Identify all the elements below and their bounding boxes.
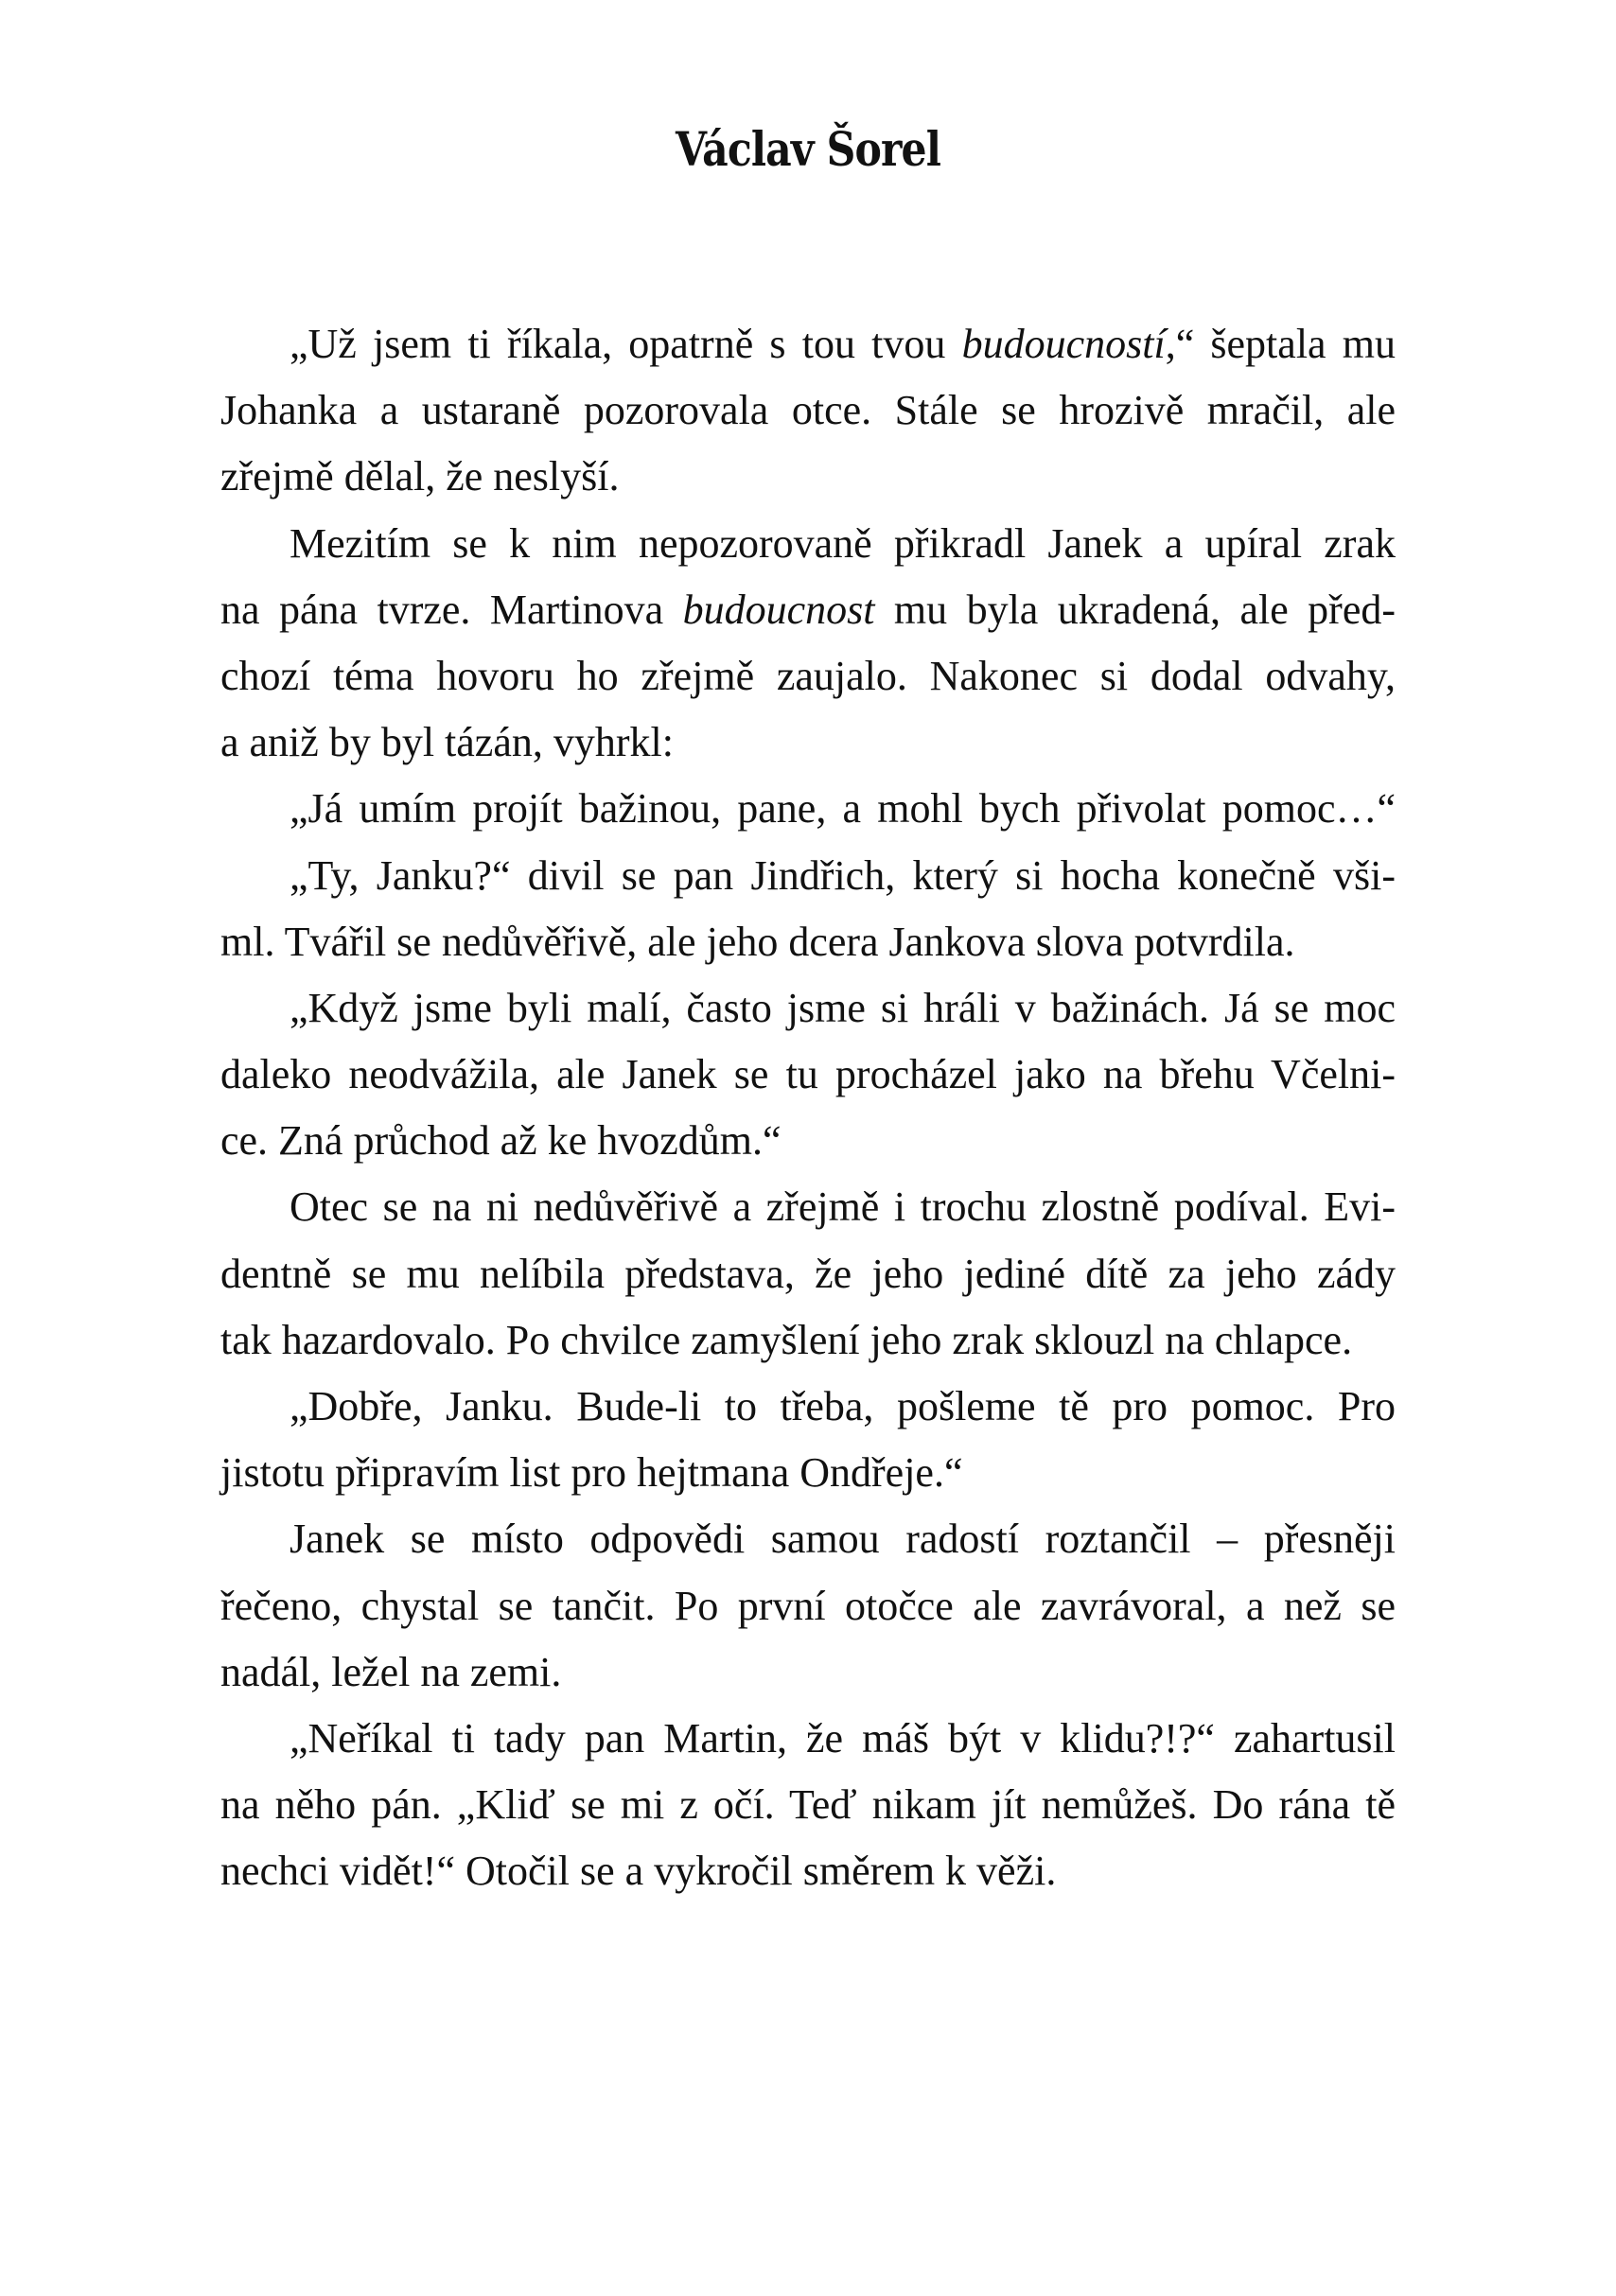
text-line [220,776,1396,842]
italic-text: budoucností [961,321,1166,367]
text-segment: „Když jsme byli malí, často jsme si hráli v bažinách. Já se moc [290,984,1396,1031]
text-line [220,975,1396,1042]
text-line [220,444,1396,510]
text-line [220,377,1396,444]
text-line [220,1108,1396,1174]
text-segment: a aniž by byl tázán, vyhrkl: [220,719,674,766]
text-line [220,511,1396,577]
text-segment: Johanka a ustaraně pozorovala otce. Stále se hrozivě mračil, ale [220,387,1396,434]
text-segment: chozí téma hovoru ho zřejmě zaujalo. Nakonec si dodal odvahy, [220,652,1396,699]
text-line [220,577,1396,643]
text-line [220,1573,1396,1639]
text-segment: „Dobře, Janku. Bude-li to třeba, pošleme tě pro pomoc. Pro [290,1383,1396,1429]
text-segment: mu byla ukradená, ale před- [874,586,1396,633]
text-segment: dentně se mu nelíbila představa, že jeho jediné dítě za jeho zády [220,1250,1396,1297]
text-segment: ml. Tvářil se nedůvěřivě, ale jeho dcera Jankova slova potvrdila. [220,918,1295,965]
text-segment: ,“ šeptala mu [1165,321,1396,367]
text-segment: Mezitím se k nim nepozorovaně přikradl Janek a upíral zrak [290,519,1396,567]
text-line [220,710,1396,776]
text-line [220,1174,1396,1240]
text-segment: „Já umím projít bažinou, pane, a mohl bych přivolat pomoc…“ [290,785,1396,833]
text-line [220,843,1396,909]
text-line [220,909,1396,975]
text-line [220,1639,1396,1706]
text-segment: „Už jsem ti říkala, opatrně s tou tvou [290,321,962,367]
body-text [220,311,1396,1905]
text-line [220,643,1396,710]
text-line [220,311,1396,377]
text-segment: „Ty, Janku?“ divil se pan Jindřich, který si hocha konečně vši- [290,851,1396,899]
text-line [220,1706,1396,1772]
text-line [220,1241,1396,1307]
text-segment: nechci vidět!“ Otočil se a vykročil směrem k věži. [220,1848,1057,1895]
text-segment: Otec se na ni nedůvěřivě a zřejmě i trochu zlostně podíval. Evi- [290,1183,1396,1231]
text-line [220,1772,1396,1838]
text-segment: nadál, ležel na zemi. [220,1648,562,1695]
text-segment: „Neříkal ti tady pan Martin, že máš být v klidu?!?“ zahartusil [290,1714,1396,1761]
text-segment: daleko neodvážila, ale Janek se tu procházel jako na břehu Včelni- [220,1051,1396,1098]
text-segment: tak hazardovalo. Po chvilce zamyšlení jeho zrak sklouzl na chlapce. [220,1316,1353,1363]
text-segment: zřejmě dělal, že neslyší. [220,453,620,500]
text-segment: řečeno, chystal se tančit. Po první otočce ale zavrávoral, a než se [220,1582,1396,1629]
text-line [220,1838,1396,1904]
text-segment: ce. Zná průchod až ke hvozdům.“ [220,1117,782,1165]
text-line [220,1042,1396,1108]
text-line [220,1307,1396,1374]
text-segment: jistotu připravím list pro hejtmana Ondřeje.“ [220,1449,963,1497]
text-line [220,1506,1396,1572]
text-segment: na pána tvrze. Martinova [220,586,683,633]
italic-text: budoucnost [682,586,875,633]
text-line [220,1374,1396,1440]
text-line [220,1440,1396,1506]
running-header-author: Václav Šorel [675,121,941,177]
text-segment: Janek se místo odpovědi samou radostí roztančil – přesněji [290,1516,1396,1563]
text-segment: na něho pán. „Kliď se mi z očí. Teď nikam jít nemůžeš. Do rána tě [220,1781,1396,1829]
